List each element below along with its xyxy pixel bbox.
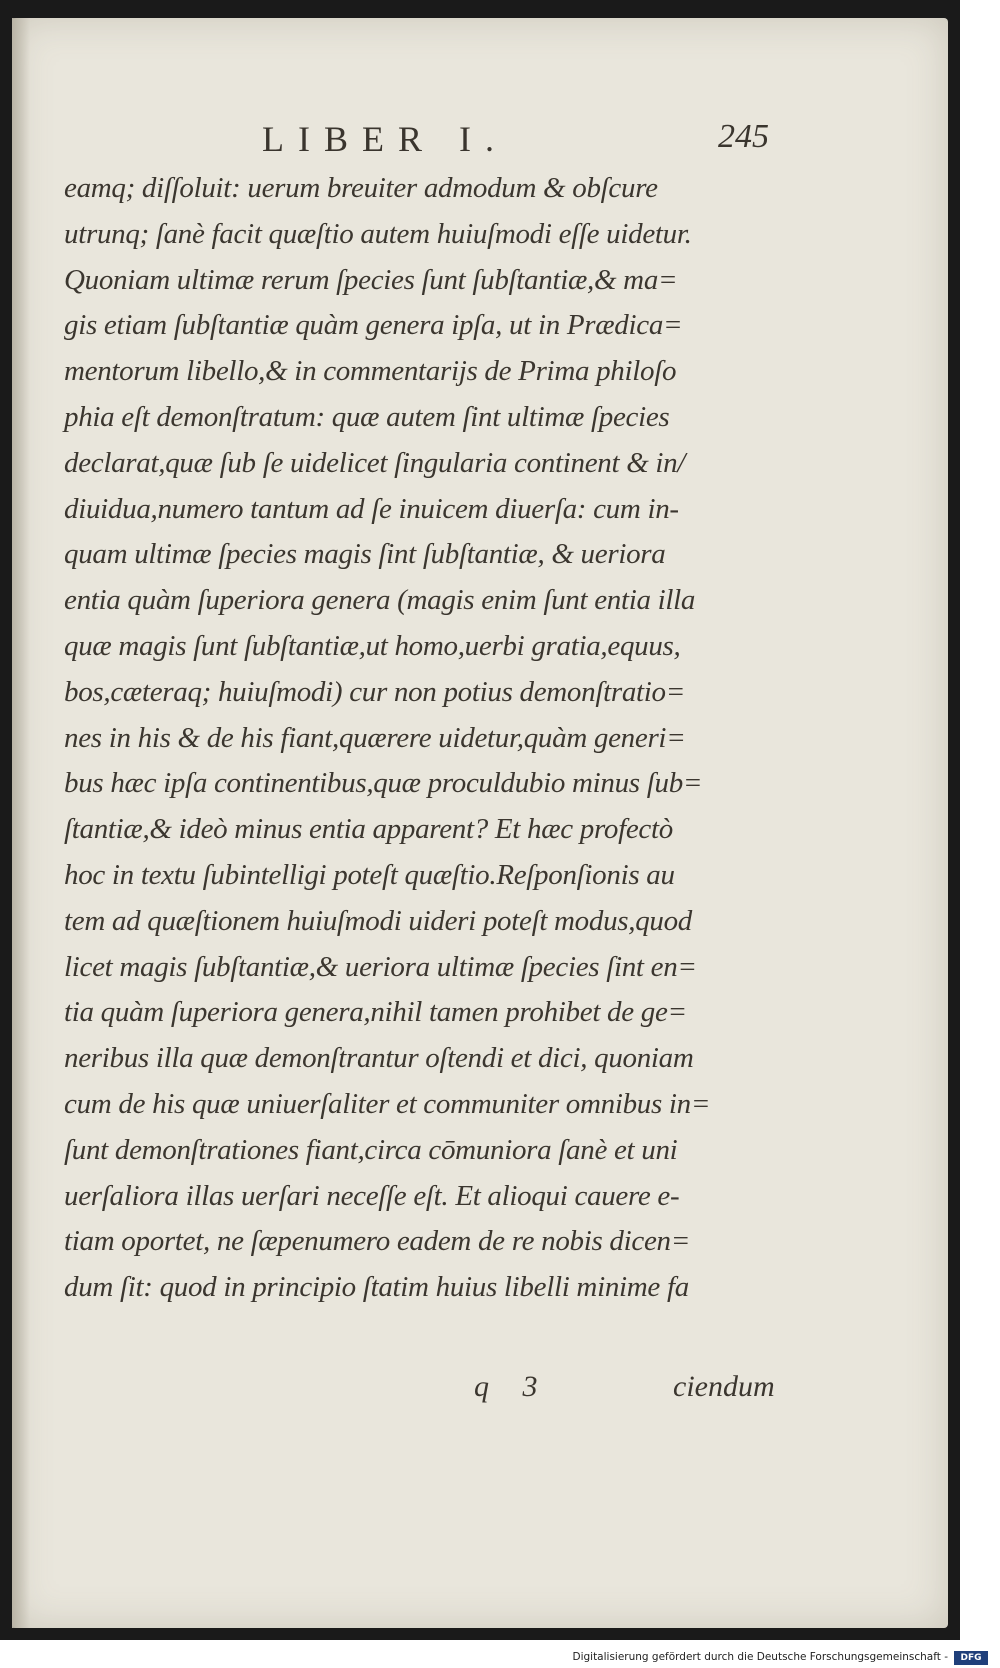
running-head-title: LIBER I. [262,119,508,159]
text-line: Quoniam ultimæ rerum ſpecies ſunt ſubſtantiæ,& ma= [64,263,678,296]
text-line: ſtantiæ,& ideò minus entia apparent? Et hæc profectò [64,813,673,846]
text-line: tia quàm ſuperiora genera,nihil tamen prohibet de ge= [64,996,687,1029]
text-line: neribus illa quæ demonſtrantur oſtendi et dici, quoniam [64,1042,694,1075]
text-line: dum ſit: quod in principio ſtatim huius libelli minime fa [64,1271,689,1304]
running-head [0,118,1000,158]
text-line: uerſaliora illas uerſari neceſſe eſt. Et alioqui cauere e- [64,1179,680,1212]
body-text [64,166,784,1311]
text-line: bus hæc ipſa continentibus,quæ proculdubio minus ſub= [64,767,703,800]
signature-mark: q 3 [474,1370,538,1403]
text-line: cum de his quæ uniuerſaliter et communiter omnibus in= [64,1087,711,1120]
text-line: quæ magis ſunt ſubſtantiæ,ut homo,uerbi gratia,equus, [64,629,681,662]
text-line: eamq; diſſoluit: uerum breuiter admodum & obſcure [64,172,658,204]
text-line: bos,cæteraq; huiuſmodi) cur non potius demonſtratio= [64,675,685,708]
text-line: utrunq; ſanè facit quæſtio autem huiuſmodi eſſe uidetur. [64,217,692,250]
text-line: entia quàm ſuperiora genera (magis enim ſunt entia illa [64,584,696,617]
catchword: ciendum [673,1370,775,1403]
text-line: nes in his & de his fiant,quærere uidetur,quàm generi= [64,721,686,754]
text-line: diuidua,numero tantum ad ſe inuicem diuerſa: cum in- [64,492,679,525]
text-line: declarat,quæ ſub ſe uidelicet ſingularia continent & in/ [64,446,686,479]
page-number: 245 [718,118,769,155]
dfg-logo: DFG [954,1651,988,1665]
text-line: gis etiam ſubſtantiæ quàm genera ipſa, ut in Prædica= [64,309,683,342]
text-line: licet magis ſubſtantiæ,& ueriora ultimæ ſpecies ſint en= [64,950,697,983]
text-line: mentorum libello,& in commentarijs de Prima philoſo [64,355,677,388]
text-line: hoc in textu ſubintelligi poteſt quæſtio.Reſponſionis au [64,858,675,891]
text-line: phia eſt demonſtratum: quæ autem ſint ultimæ ſpecies [64,400,670,433]
text-line: tem ad quæſtionem huiuſmodi uideri poteſt modus,quod [64,904,693,937]
text-line: ſunt demonſtrationes fiant,circa cōmuniora ſanè et uni [64,1133,678,1166]
funding-credit: Digitalisierung gefördert durch die Deutsche Forschungsgemeinschaft - [572,1651,948,1663]
text-line: quam ultimæ ſpecies magis ſint ſubſtantiæ, & ueriora [64,538,666,571]
page-gutter-shadow [12,18,30,1628]
text-line: tiam oportet, ne ſæpenumero eadem de re nobis dicen= [64,1225,690,1258]
